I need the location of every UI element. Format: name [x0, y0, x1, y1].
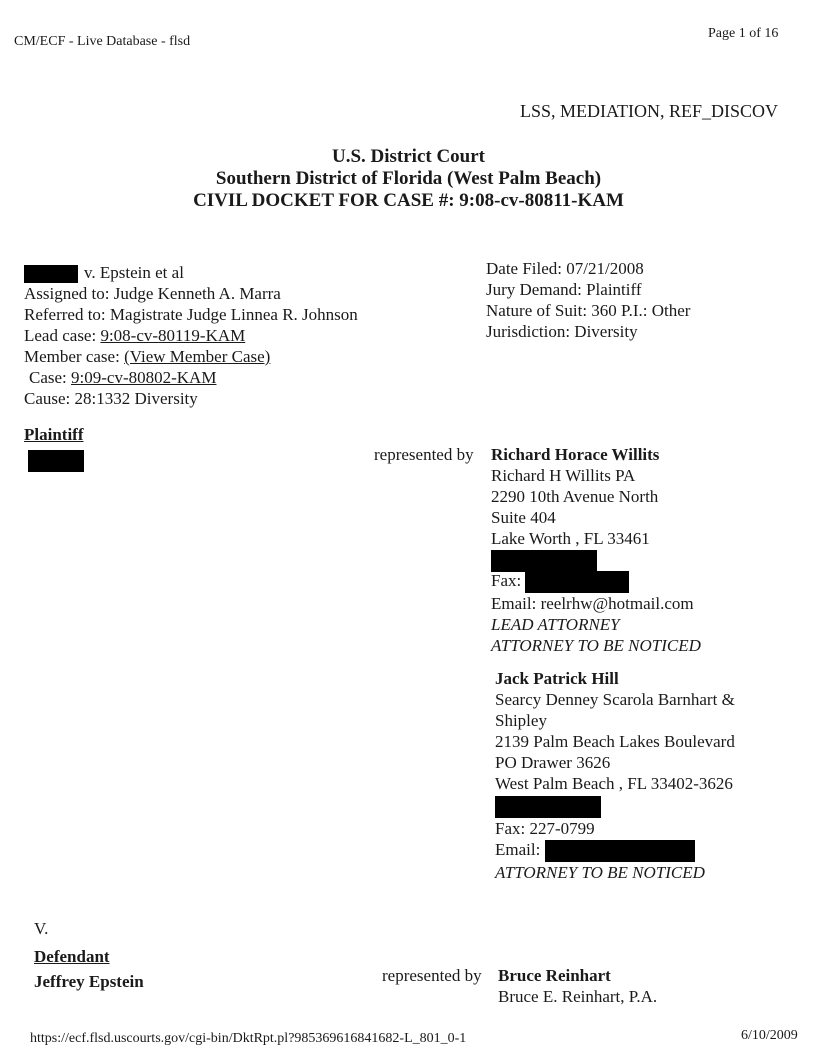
- versus: V.: [34, 919, 49, 938]
- attorney-city: Lake Worth , FL 33461: [491, 529, 650, 548]
- date-filed: Date Filed: 07/21/2008: [486, 259, 644, 278]
- case-caption: v. Epstein et al: [24, 262, 358, 283]
- case-meta: [486, 258, 690, 342]
- redaction-box: [491, 550, 597, 572]
- attorney-firm: Searcy Denney Scarola Barnhart &: [495, 690, 735, 709]
- attorney-role-notice: ATTORNEY TO BE NOTICED: [495, 863, 705, 883]
- case-flags: LSS, MEDIATION, REF_DISCOV: [520, 101, 779, 121]
- attorney-street: 2139 Palm Beach Lakes Boulevard: [495, 732, 735, 751]
- defendant-represented-by: represented by: [382, 966, 482, 985]
- attorney-name: Richard Horace Willits: [491, 445, 660, 464]
- attorney-suite: Suite 404: [491, 508, 556, 527]
- redaction-box: [28, 450, 84, 472]
- lead-case-row: Lead case: 9:08-cv-80119-KAM: [24, 326, 246, 346]
- page-source-header: CM/ECF - Live Database - flsd: [14, 34, 191, 49]
- attorney-fax: Fax:: [491, 570, 701, 593]
- plaintiff-name-redacted: [28, 450, 84, 472]
- jury-demand: Jury Demand: Plaintiff: [486, 280, 642, 299]
- attorney-po: PO Drawer 3626: [495, 753, 611, 772]
- attorney-firm: Bruce E. Reinhart, P.A.: [498, 987, 658, 1006]
- attorney-email: Email:: [495, 839, 735, 862]
- docket-title: CIVIL DOCKET FOR CASE #: 9:08-cv-80811-KAM: [193, 190, 624, 211]
- plaintiff-heading: Plaintiff: [24, 425, 84, 444]
- related-case-row: Case: 9:09-cv-80802-KAM: [29, 368, 217, 388]
- assigned-judge: Assigned to: Judge Kenneth A. Marra: [24, 284, 281, 304]
- related-case-link[interactable]: 9:09-cv-80802-KAM: [71, 368, 217, 388]
- redaction-box: [24, 265, 78, 283]
- footer-url: https://ecf.flsd.uscourts.gov/cgi-bin/DktRpt.pl?985369616841682-L_801_0-1: [30, 1031, 467, 1046]
- court-district: Southern District of Florida (West Palm Beach): [215, 168, 602, 189]
- page-number: Page 1 of 16: [708, 26, 779, 41]
- defendant-name: Jeffrey Epstein: [34, 972, 144, 991]
- defendant-heading: Defendant: [34, 947, 110, 966]
- redaction-box: [525, 571, 629, 593]
- attorney-phone-redacted: [495, 794, 735, 818]
- attorney-email: Email: reelrhw@hotmail.com: [491, 594, 694, 614]
- attorney-street: 2290 10th Avenue North: [491, 487, 659, 506]
- attorney-block-hill: [495, 668, 735, 883]
- attorney-fax: Fax: 227-0799: [495, 819, 595, 838]
- jurisdiction: Jurisdiction: Diversity: [486, 322, 638, 341]
- attorney-role-lead: LEAD ATTORNEY: [491, 615, 620, 635]
- attorney-city: West Palm Beach , FL 33402-3626: [495, 774, 733, 793]
- attorney-name: Jack Patrick Hill: [495, 669, 619, 688]
- nature-of-suit: Nature of Suit: 360 P.I.: Other: [486, 301, 691, 320]
- attorney-block-reinhart: [498, 965, 657, 1007]
- lead-case-link[interactable]: 9:08-cv-80119-KAM: [100, 326, 246, 346]
- case-info: [24, 262, 358, 409]
- attorney-name: Bruce Reinhart: [498, 966, 611, 985]
- member-case-row: Member case: (View Member Case): [24, 347, 271, 367]
- attorney-block-willits: [491, 444, 701, 656]
- referred-judge: Referred to: Magistrate Judge Linnea R. Johnson: [24, 305, 358, 325]
- view-member-case-link[interactable]: (View Member Case): [124, 347, 271, 367]
- attorney-firm: Richard H Willits PA: [491, 466, 636, 485]
- court-name: U.S. District Court: [331, 146, 486, 167]
- cause: Cause: 28:1332 Diversity: [24, 389, 198, 409]
- attorney-firm-cont: Shipley: [495, 711, 547, 730]
- redaction-box: [545, 840, 695, 862]
- footer-date: 6/10/2009: [741, 1028, 798, 1043]
- attorney-role-notice: ATTORNEY TO BE NOTICED: [491, 636, 701, 656]
- attorney-phone-redacted: [491, 549, 701, 570]
- redaction-box: [495, 796, 601, 818]
- plaintiff-represented-by: represented by: [374, 445, 474, 464]
